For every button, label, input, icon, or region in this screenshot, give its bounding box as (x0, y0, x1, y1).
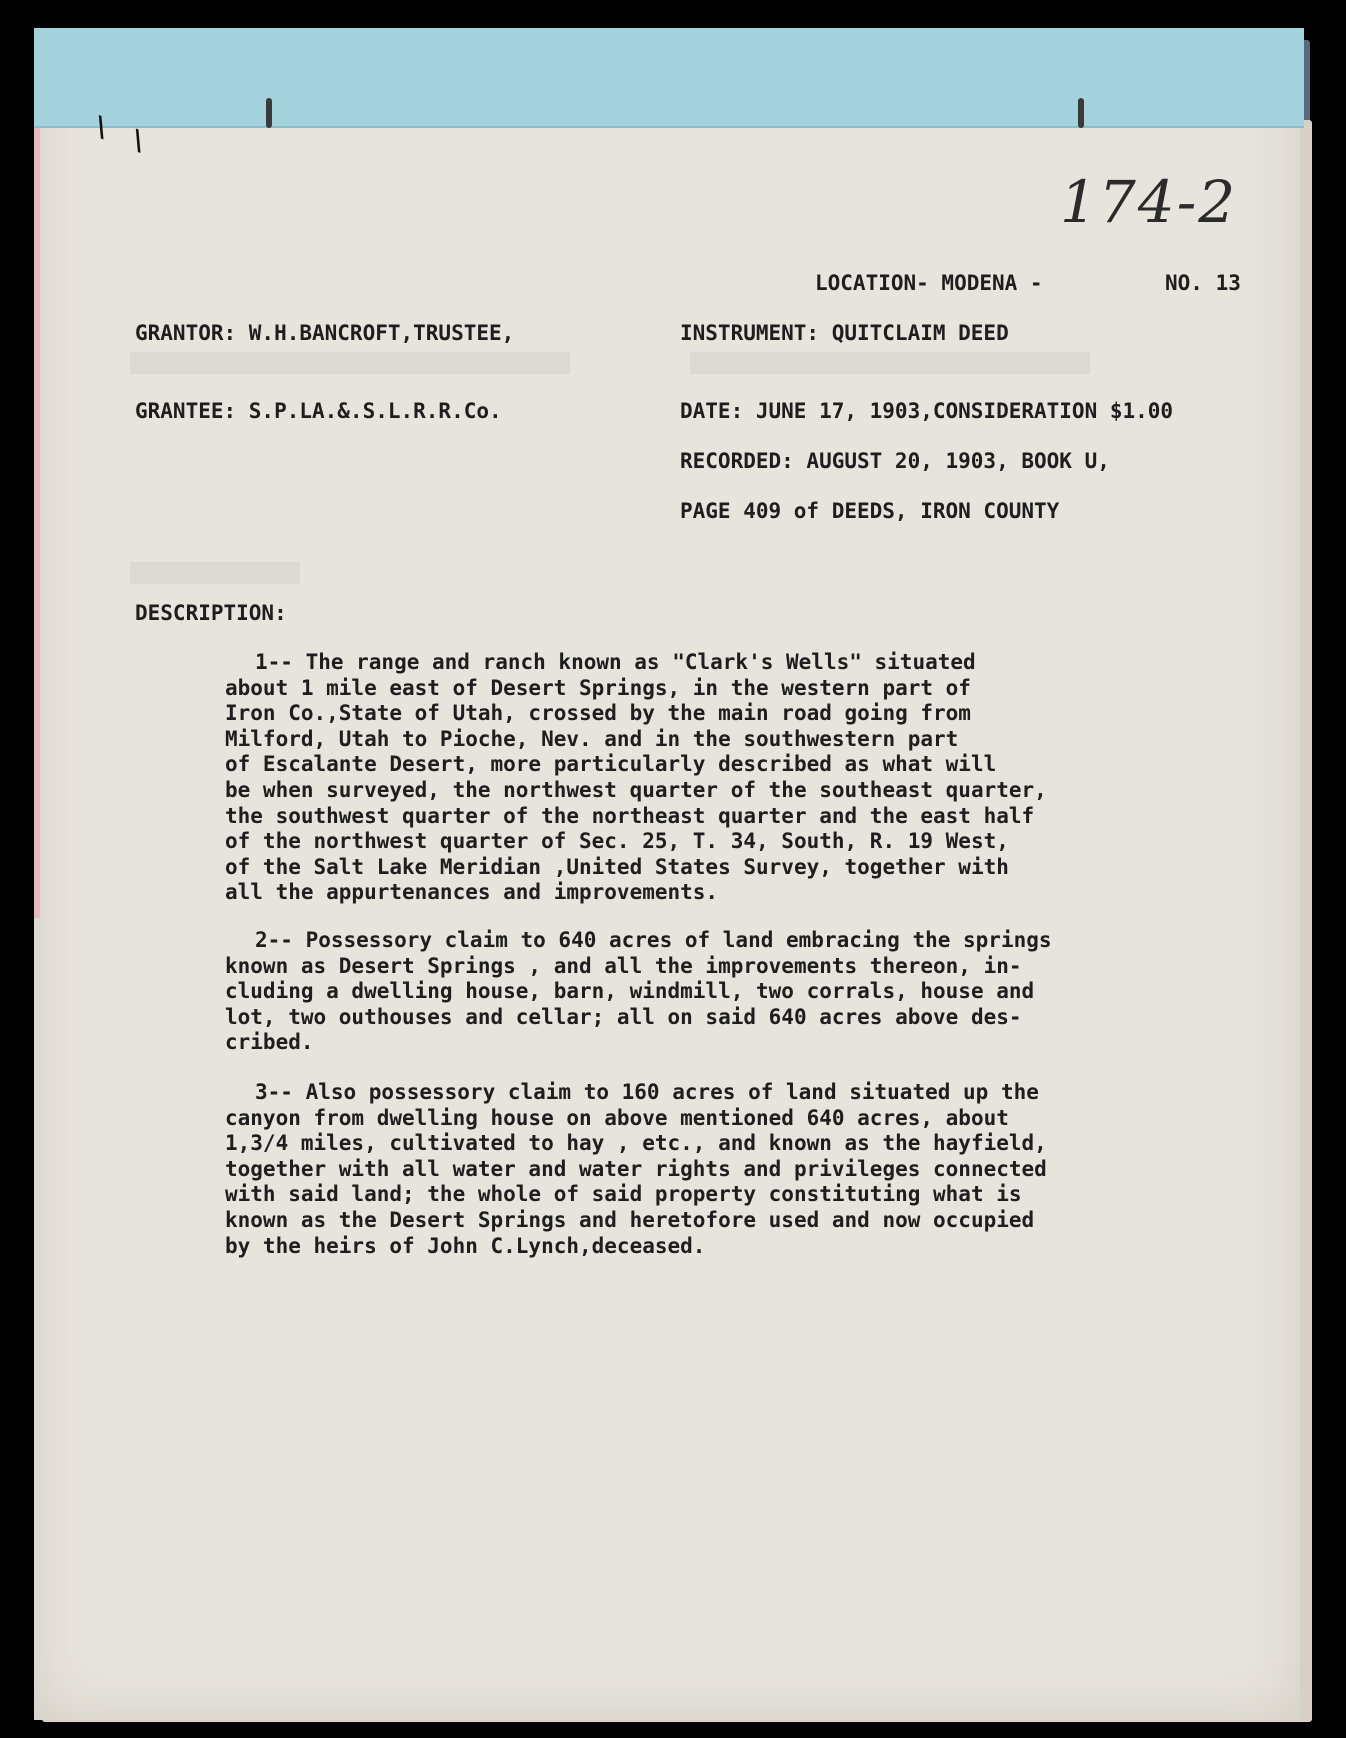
date-consideration-field: DATE: JUNE 17, 1903,CONSIDERATION $1.00 (680, 399, 1174, 423)
paragraph-line: about 1 mile east of Desert Springs, in the western part of (225, 675, 971, 700)
description-paragraph-2 (225, 928, 1225, 1056)
binding-hole-left (266, 98, 272, 128)
paragraph-line: known as Desert Springs , and all the improvements thereon, in- (225, 953, 1022, 978)
handwritten-page-number: 174-2 (1060, 168, 1238, 236)
paragraph-line: by the heirs of John C.Lynch,deceased. (225, 1233, 706, 1258)
paragraph-line: cluding a dwelling house, barn, windmill, two corrals, house and (225, 979, 1035, 1004)
binding-hole-right (1078, 98, 1084, 128)
bleed-through-shadow (130, 562, 300, 584)
document-number: NO. 13 (1165, 271, 1241, 295)
description-paragraph-3 (225, 1080, 1225, 1259)
page-reference-field: PAGE 409 of DEEDS, IRON COUNTY (680, 499, 1060, 523)
paragraph-line: of the northwest quarter of Sec. 25, T. 34, South, R. 19 West, (225, 829, 1009, 854)
instrument-field: INSTRUMENT: QUITCLAIM DEED (680, 321, 1009, 345)
paragraph-line: canyon from dwelling house on above mentioned 640 acres, about (225, 1105, 1009, 1130)
bleed-through-shadow (690, 352, 1090, 374)
grantor-field: GRANTOR: W.H.BANCROFT,TRUSTEE, (135, 321, 515, 345)
paragraph-line: lot, two outhouses and cellar; all on said 640 acres above des- (225, 1004, 1022, 1029)
paragraph-line: 1-- The range and ranch known as "Clark's Wells" situated (255, 650, 976, 674)
recorded-field: RECORDED: AUGUST 20, 1903, BOOK U, (680, 449, 1110, 473)
paragraph-line: with said land; the whole of said property constituting what is (225, 1182, 1022, 1207)
bleed-through-shadow (130, 352, 570, 374)
paragraph-line: all the appurtenances and improvements. (225, 880, 719, 905)
paragraph-line: the southwest quarter of the northeast quarter and the east half (225, 803, 1035, 828)
blue-binding-strip (34, 28, 1304, 128)
paragraph-line: Iron Co.,State of Utah, crossed by the main road going from (225, 701, 971, 726)
paragraph-line: 3-- Also possessory claim to 160 acres of land situated up the (255, 1080, 1039, 1104)
tick-marks: \ \ (88, 110, 155, 160)
location-label: LOCATION- MODENA - (815, 271, 1043, 295)
grantee-field: GRANTEE: S.P.LA.&.S.L.R.R.Co. (135, 399, 502, 423)
paragraph-line: 2-- Possessory claim to 640 acres of land embracing the springs (255, 928, 1052, 952)
paragraph-line: Milford, Utah to Pioche, Nev. and in the southwestern part (225, 726, 959, 751)
paragraph-line: of the Salt Lake Meridian ,United States Survey, together with (225, 854, 1009, 879)
pink-sheet-edge (34, 128, 40, 918)
description-heading: DESCRIPTION: (135, 601, 287, 625)
paragraph-line: cribed. (225, 1030, 314, 1055)
paragraph-line: together with all water and water rights and privileges connected (225, 1156, 1047, 1181)
paragraph-line: of Escalante Desert, more particularly described as what will (225, 752, 997, 777)
paragraph-line: be when surveyed, the northwest quarter of the southeast quarter, (225, 777, 1047, 802)
paragraph-line: known as the Desert Springs and heretofore used and now occupied (225, 1207, 1035, 1232)
description-paragraph-1 (225, 650, 1225, 906)
paragraph-line: 1,3/4 miles, cultivated to hay , etc., and known as the hayfield, (225, 1131, 1047, 1156)
